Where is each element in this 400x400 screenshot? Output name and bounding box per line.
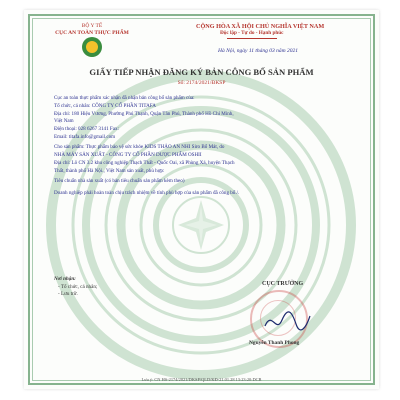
org-line2: CỤC AN TOÀN THỰC PHẨM xyxy=(55,30,129,36)
body-line: Cho sản phẩm: Thực phẩm bảo vệ sức khỏe KIDS THẢO AN NHI Siro Bổ Mát, do xyxy=(54,144,225,150)
body-line: Cục an toàn thực phẩm xác nhận đã nhận bản công bố sản phẩm của: xyxy=(54,95,195,101)
recipient-item: - Tổ chức, cá nhân; xyxy=(58,284,98,290)
handwritten-signature xyxy=(262,308,312,334)
signer-name: Nguyễn Thanh Phong xyxy=(249,340,300,346)
body-line: Tiêu chuẩn nhà sản xuất (có bản tiêu chuẩn sản phẩm kèm theo) xyxy=(54,178,185,184)
body-line: Email: titafa.info@gmail.com xyxy=(54,134,116,140)
body-line: NHÀ MÁY SẢN XUẤT - CÔNG TY CỔ PHẦN DƯỢC PHẨM OSHII xyxy=(54,152,202,158)
recipient-item: - Lưu trữ. xyxy=(58,291,78,297)
body-line: Thất, thành phố Hà Nội., Việt Nam sản xuất, phù hợp: xyxy=(54,168,165,174)
body-line: Địa chỉ: Lô CN 3.2 khu công nghiệp Thạch Thất - Quốc Oai, xã Phùng Xá, huyện Thạch xyxy=(54,160,235,166)
body-line: Doanh nghiệp phải hoàn toàn chịu trách nhiệm về tính phù hợp của sản phẩm đã công bố./. xyxy=(54,190,240,196)
body-line: Việt Nam xyxy=(54,118,74,124)
document-number: Số: 2174/2021/ĐKSP xyxy=(177,80,226,86)
certificate-document xyxy=(24,10,379,389)
recipients-heading: Nơi nhận: xyxy=(54,276,76,282)
document-title: GIẤY TIẾP NHẬN ĐĂNG KÝ BẢN CÔNG BỐ SẢN PHẨM xyxy=(89,67,314,77)
republic-heading: CỘNG HÒA XÃ HỘI CHỦ NGHĨA VIỆT NAM xyxy=(196,23,325,30)
issue-date: Hà Nội, ngày 11 tháng 03 năm 2021 xyxy=(218,48,298,54)
republic-motto: Độc lập - Tự do - Hạnh phúc xyxy=(220,30,284,36)
motto-underline xyxy=(227,38,277,39)
document-footer: Lưu ý: CN HS-2174/2021/DKSP/QLD/KĐ-21.01.28 13:23:20:DCB xyxy=(141,377,262,382)
ministry-logo-icon xyxy=(82,37,102,57)
body-line: Điện thoại: 028 6267 3141 Fax: xyxy=(54,126,119,132)
body-line: Địa chỉ: 180 Hiệu Vương, Phường Phú Thạnh, Quận Tân Phú, Thành phố Hồ Chí Minh, xyxy=(54,111,234,117)
signer-title: CỤC TRƯỞNG xyxy=(262,281,304,287)
org-line1: BỘ Y TẾ xyxy=(81,23,103,29)
body-line: Tổ chức, cá nhân: CÔNG TY CỔ PHẦN TITAFA xyxy=(54,103,156,109)
